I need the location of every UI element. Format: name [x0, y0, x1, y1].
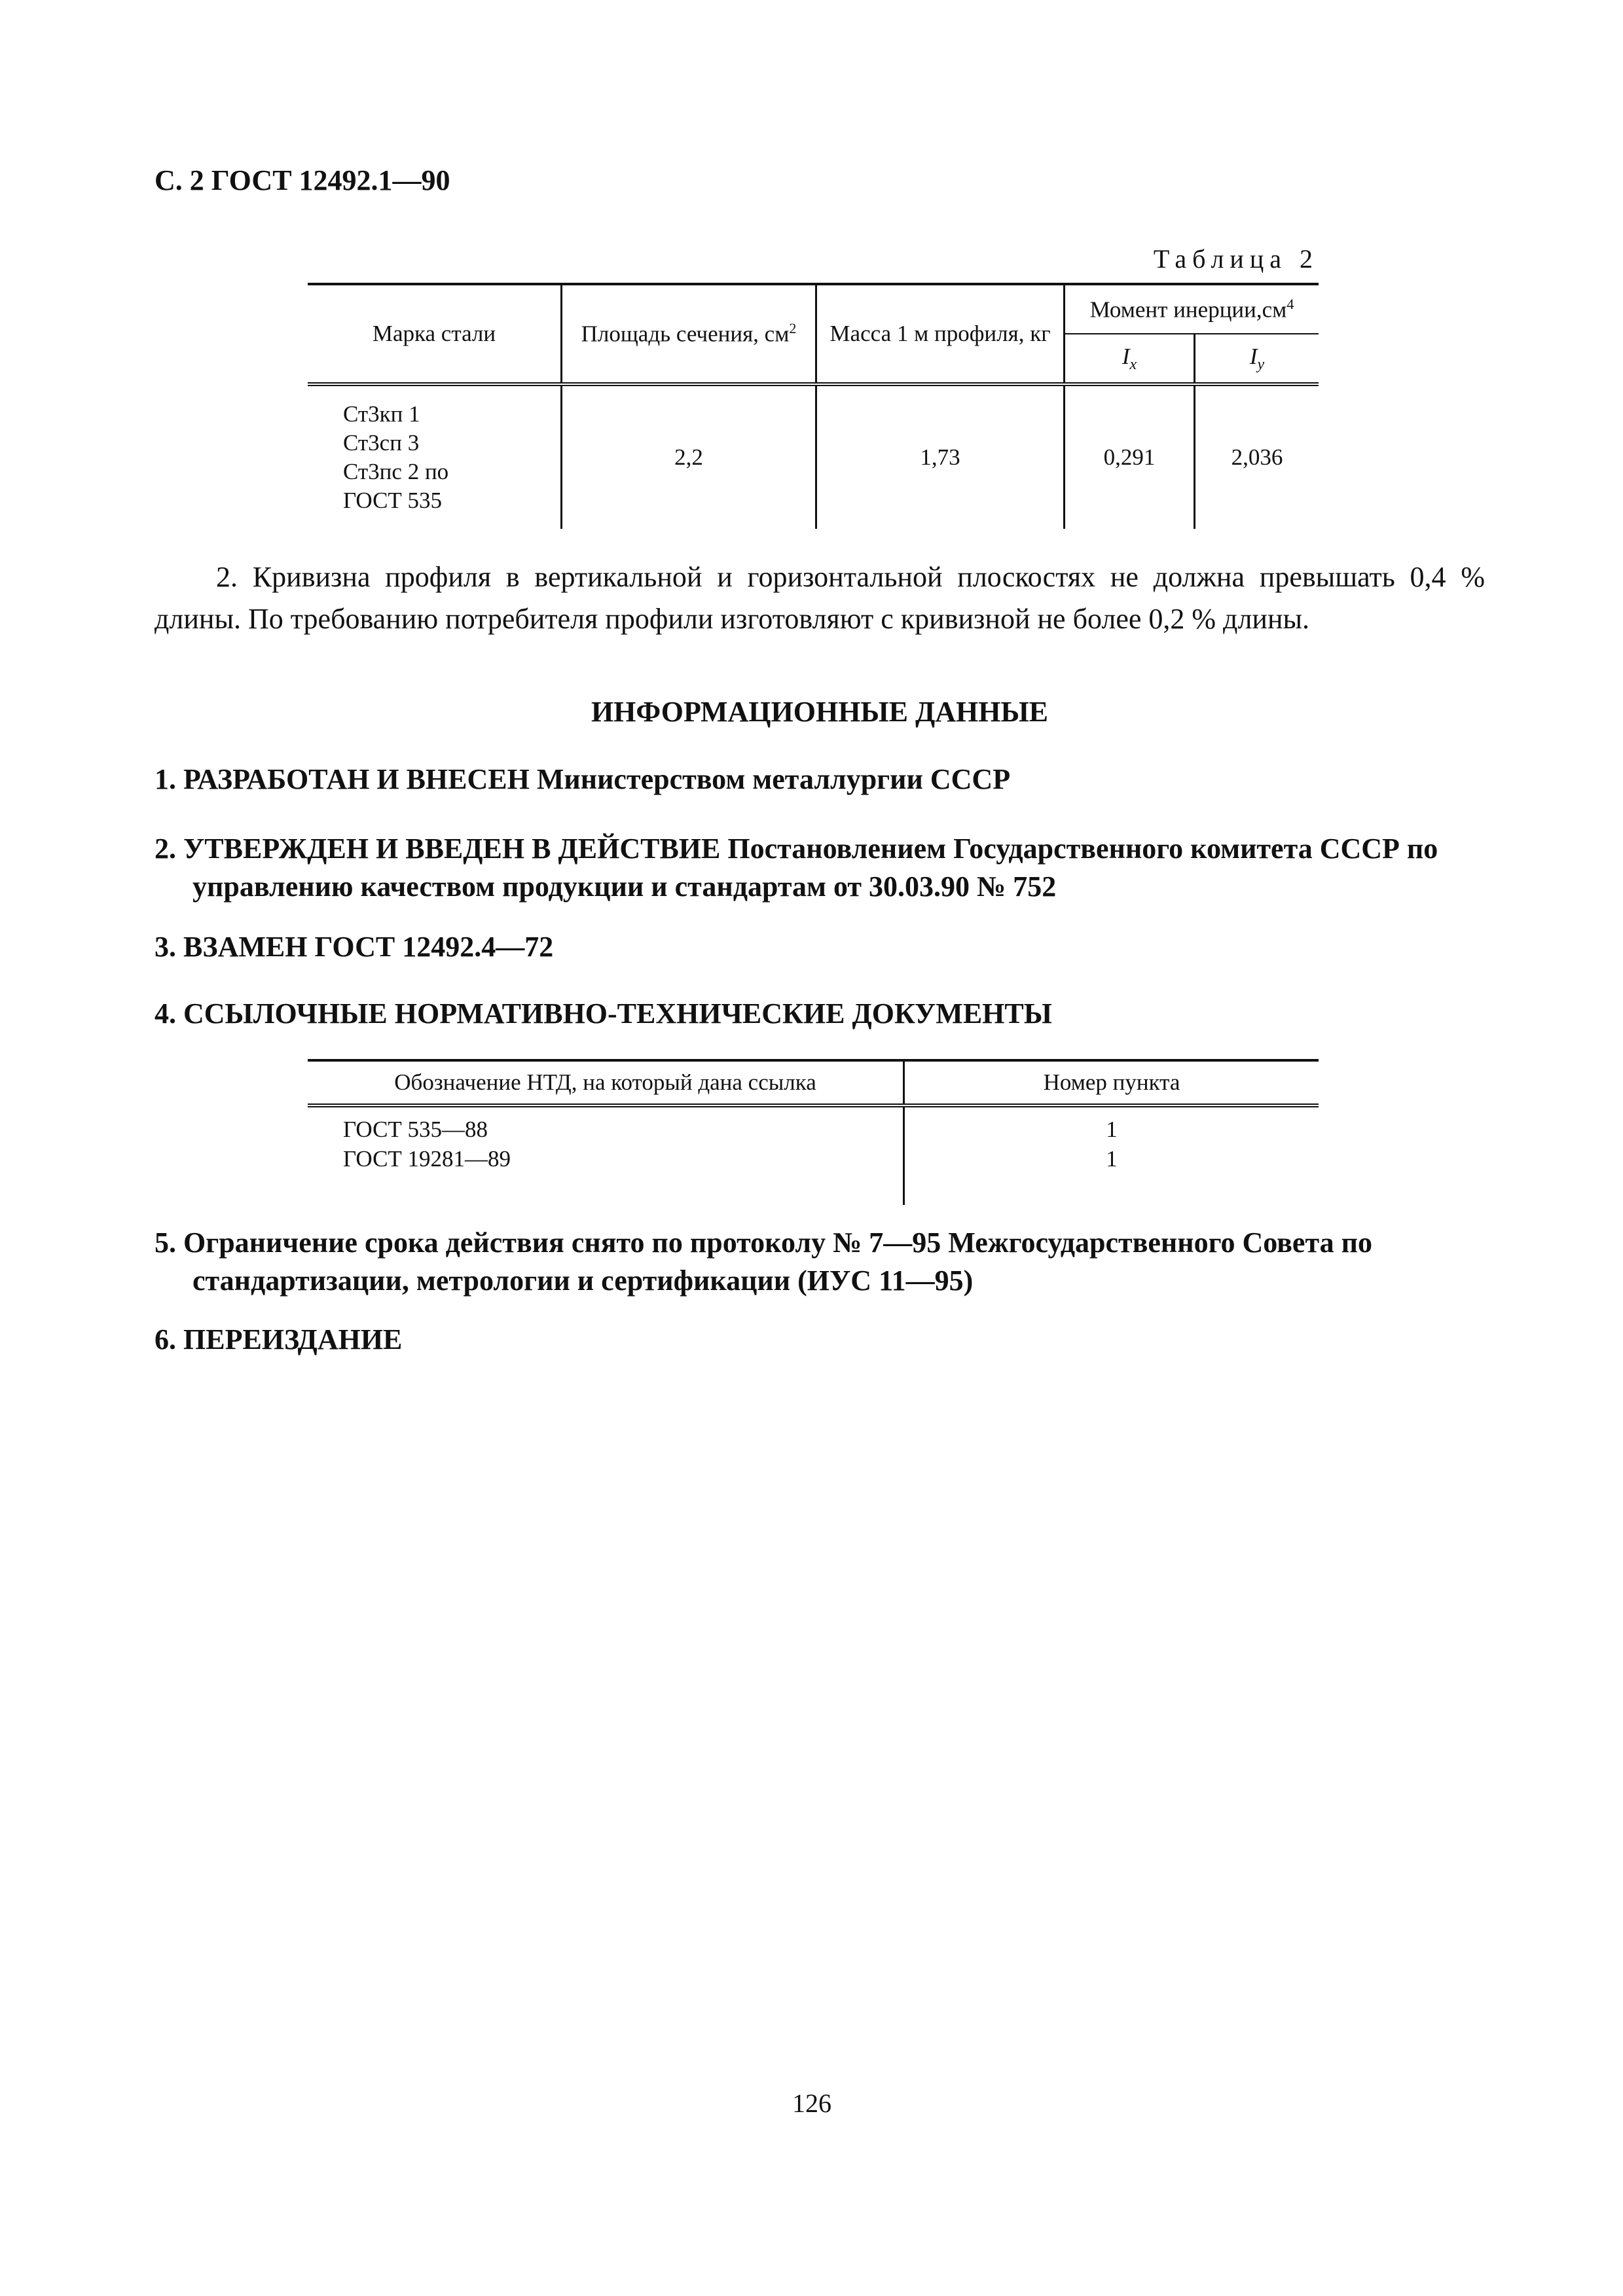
cell-iy: 2,036 [1195, 384, 1319, 529]
references-table [308, 1059, 1319, 1205]
ref-doc: ГОСТ 535—88 [343, 1117, 488, 1142]
col-header-area [562, 284, 816, 384]
cell-area: 2,2 [562, 384, 816, 529]
table-row [308, 1146, 1319, 1175]
grade-line: ГОСТ 535 [343, 488, 443, 513]
col-header-item: Номер пункта [904, 1060, 1319, 1105]
info-item-2: 2. УТВЕРЖДЕН И ВВЕДЕН В ДЕЙСТВИЕ Постановлением Государственного комитета СССР по управлению качеством продукции и стандартам от 30.03.90 № 752 [155, 833, 1438, 903]
info-item-6: 6. ПЕРЕИЗДАНИЕ [155, 1323, 403, 1355]
grade-line: Ст3кп 1 [343, 401, 420, 427]
paragraph-curvature: 2. Кривизна профиля в вертикальной и горизонтальной плоскостях не должна превышать 0,4 % длины. По требованию потребителя профили изготовляют с кривизной не более 0,2 % длины. [155, 561, 1485, 635]
grade-line: Ст3сп 3 [343, 430, 420, 456]
page-header: С. 2 ГОСТ 12492.1—90 [155, 164, 450, 196]
cell-grades [308, 384, 562, 529]
ref-doc: ГОСТ 19281—89 [343, 1146, 511, 1172]
ref-item: 1 [904, 1146, 1319, 1175]
moment-header-text: Момент инерции,см [1089, 296, 1287, 323]
grade-line: Ст3пс 2 по [343, 459, 449, 484]
moment-unit-exponent: 4 [1286, 295, 1294, 312]
info-item-5: 5. Ограничение срока действия снято по протоколу № 7—95 Межгосударственного Совета по стандартизации, метрологии и сертификации (ИУС 11—95) [155, 1227, 1372, 1297]
col-header-moment [1065, 284, 1319, 334]
info-item-1: 1. РАЗРАБОТАН И ВНЕСЕН Министерством металлургии СССР [155, 763, 1011, 795]
col-header-grade: Марка стали [308, 284, 562, 384]
ix-subscript: x [1129, 355, 1137, 373]
cell-mass: 1,73 [816, 384, 1065, 529]
section-title: ИНФОРМАЦИОННЫЕ ДАННЫЕ [591, 696, 1049, 728]
area-unit-exponent: 2 [789, 320, 797, 337]
table-row-spacer [308, 1175, 1319, 1205]
iy-symbol: I [1249, 343, 1258, 369]
steel-properties-table [308, 283, 1319, 529]
table-label: Таблица 2 [1153, 244, 1319, 274]
iy-subscript: y [1257, 355, 1265, 373]
info-item-3: 3. ВЗАМЕН ГОСТ 12492.4—72 [155, 931, 554, 963]
area-header-text: Площадь сечения, см [581, 321, 790, 347]
col-header-mass: Масса 1 м профиля, кг [816, 284, 1065, 384]
ref-item: 1 [904, 1105, 1319, 1146]
table-row [308, 1105, 1319, 1146]
ix-symbol: I [1122, 343, 1130, 369]
table-row [308, 384, 1319, 529]
page-number: 126 [792, 2089, 831, 2118]
col-header-doc: Обозначение НТД, на который дана ссылка [308, 1060, 904, 1105]
info-item-4: 4. ССЫЛОЧНЫЕ НОРМАТИВНО-ТЕХНИЧЕСКИЕ ДОКУМЕНТЫ [155, 997, 1052, 1030]
cell-ix: 0,291 [1065, 384, 1195, 529]
col-header-iy [1195, 334, 1319, 384]
col-header-ix [1065, 334, 1195, 384]
